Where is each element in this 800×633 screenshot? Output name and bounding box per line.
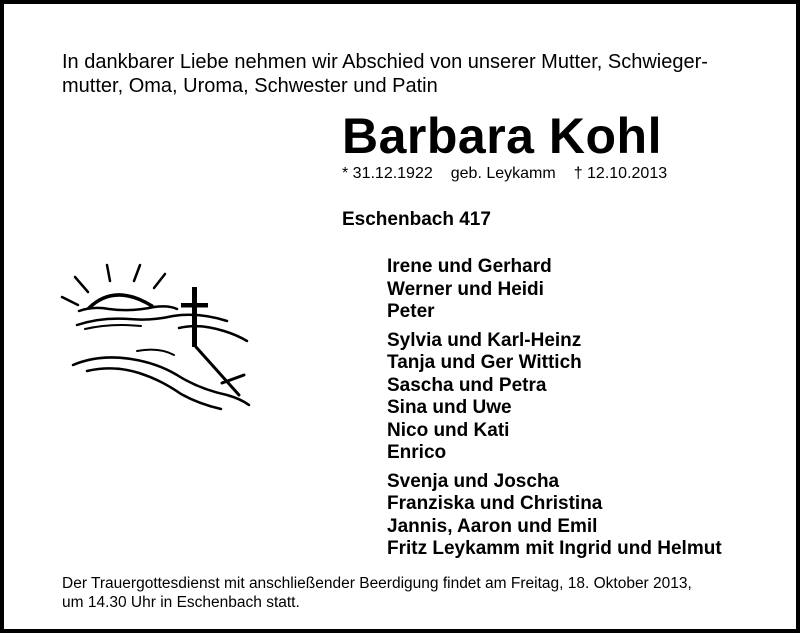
footer-line-2: um 14.30 Uhr in Eschenbach statt. (62, 594, 300, 611)
sunrise-cross-icon (59, 259, 259, 419)
intro-line-1: In dankbarer Liebe nehmen wir Abschied von unserer Mutter, Schwieger- (62, 51, 708, 73)
mourner-name: Peter (387, 301, 435, 322)
mourner-name: Jannis, Aaron und Emil (387, 515, 598, 537)
address: Eschenbach 417 (342, 209, 491, 230)
mourners-group-grandchildren (387, 330, 722, 465)
mourner-name: Sylvia und Karl-Heinz (387, 329, 582, 351)
mourner-name: Irene und Gerhard (387, 256, 552, 277)
mourner-name: Sina und Uwe (387, 397, 512, 418)
mourners-group-relatives (387, 471, 722, 561)
mourner-name: Nico und Kati (387, 419, 510, 441)
mourner-name: Fritz Leykamm mit Ingrid und Helmut (387, 538, 722, 559)
mourner-name: Svenja und Joscha (387, 470, 560, 492)
deceased-name: Barbara Kohl (342, 108, 662, 164)
death-date: † 12.10.2013 (573, 165, 668, 182)
funeral-service-info (62, 574, 782, 612)
footer-line-1: Der Trauergottesdienst mit anschließender Beerdigung findet am Freitag, 18. Oktober 2013, (62, 575, 692, 592)
maiden-name: geb. Leykamm (450, 165, 556, 182)
mourner-name: Franziska und Christina (387, 493, 603, 514)
mourner-name: Werner und Heidi (387, 278, 544, 300)
mourner-name: Enrico (387, 442, 447, 463)
mourner-name: Tanja und Ger Wittich (387, 352, 582, 373)
intro-text (62, 50, 762, 98)
mourners-group-children (387, 256, 722, 324)
mourner-name: Sascha und Petra (387, 374, 547, 396)
intro-line-2: mutter, Oma, Uroma, Schwester und Patin (62, 75, 438, 97)
life-dates (342, 164, 667, 184)
mourners-list (387, 256, 722, 567)
birth-date: * 31.12.1922 (342, 165, 433, 182)
